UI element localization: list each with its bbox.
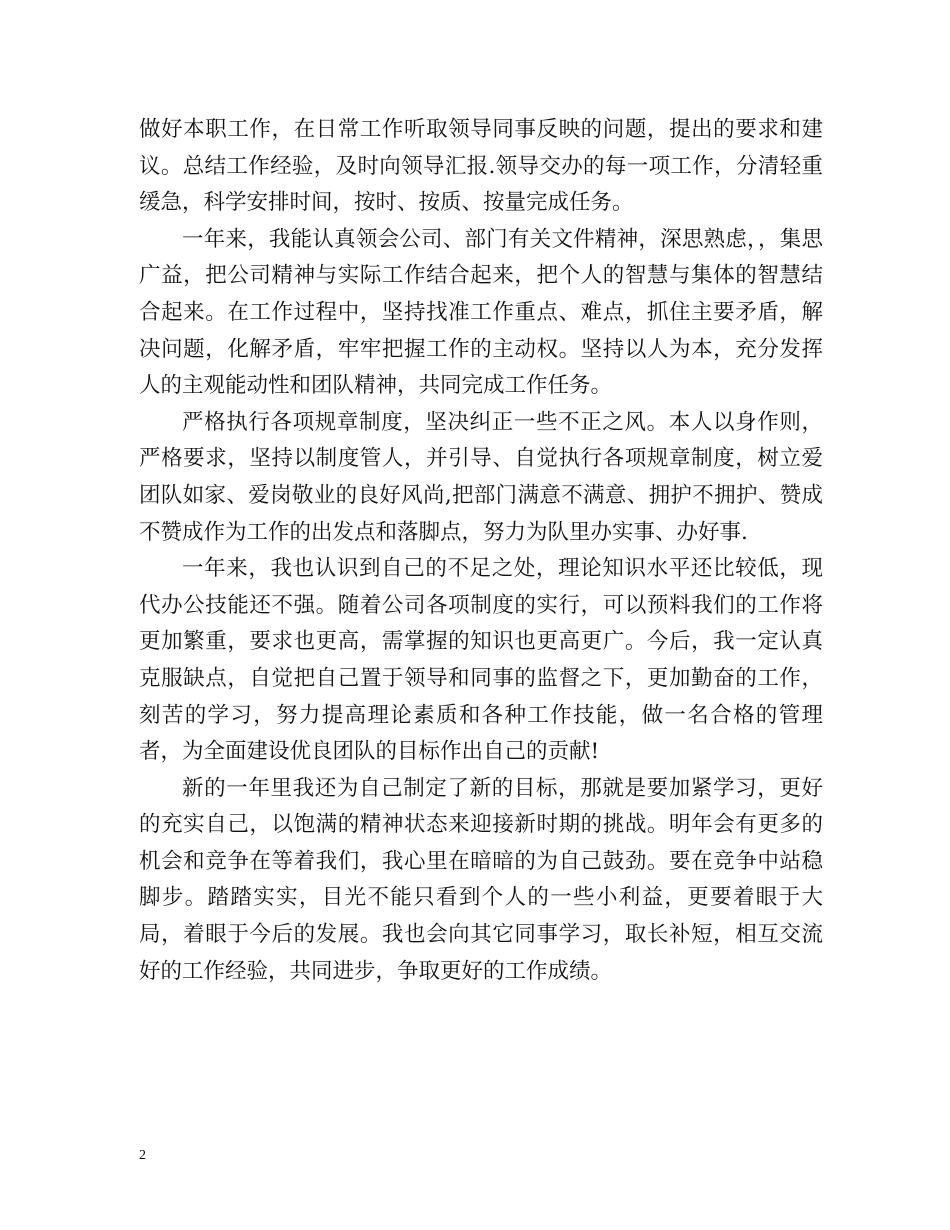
paragraph-3: 严格执行各项规章制度，坚决纠正一些不正之风。本人以身作则，严格要求，坚持以制度管人，并引导、自觉执行各项规章制度，树立爱团队如家、爱岗敬业的良好风尚,把部门满意不满意、拥护不拥护、赞成不赞成作为工作的出发点和落脚点，努力为队里办实事、办好事. (139, 409, 823, 545)
paragraph-1: 做好本职工作，在日常工作听取领导同事反映的问题，提出的要求和建议。总结工作经验，及时向领导汇报.领导交办的每一项工作，分清轻重缓急，科学安排时间，按时、按质、按量完成任务。 (139, 117, 823, 216)
page-number: 2 (139, 1148, 146, 1163)
paragraph-5: 新的一年里我还为自己制定了新的目标，那就是要加紧学习，更好的充实自己，以饱满的精神状态来迎接新时期的挑战。明年会有更多的机会和竞争在等着我们，我心里在暗暗的为自己鼓劲。要在竞争中站稳脚步。踏踏实实，目光不能只看到个人的一些小利益，更要着眼于大局，着眼于今后的发展。我也会向其它同事学习，取长补短，相互交流好的工作经验，共同进步，争取更好的工作成绩。 (139, 775, 823, 984)
document-body (139, 112, 823, 990)
paragraph-4: 一年来，我也认识到自己的不足之处，理论知识水平还比较低，现代办公技能还不强。随着公司各项制度的实行，可以预料我们的工作将更加繁重，要求也更高，需掌握的知识也更高更广。今后，我一定认真克服缺点，自觉把自己置于领导和同事的监督之下，更加勤奋的工作，刻苦的学习，努力提高理论素质和各种工作技能，做一名合格的管理者，为全面建设优良团队的目标作出自己的贡献! (139, 556, 823, 765)
paragraph-2: 一年来，我能认真领会公司、部门有关文件精神，深思熟虑，，集思广益，把公司精神与实际工作结合起来，把个人的智慧与集体的智慧结合起来。在工作过程中，坚持找准工作重点、难点，抓住主要矛盾，解决问题，化解矛盾，牢牢把握工作的主动权。坚持以人为本，充分发挥人的主观能动性和团队精神，共同完成工作任务。 (139, 226, 823, 399)
